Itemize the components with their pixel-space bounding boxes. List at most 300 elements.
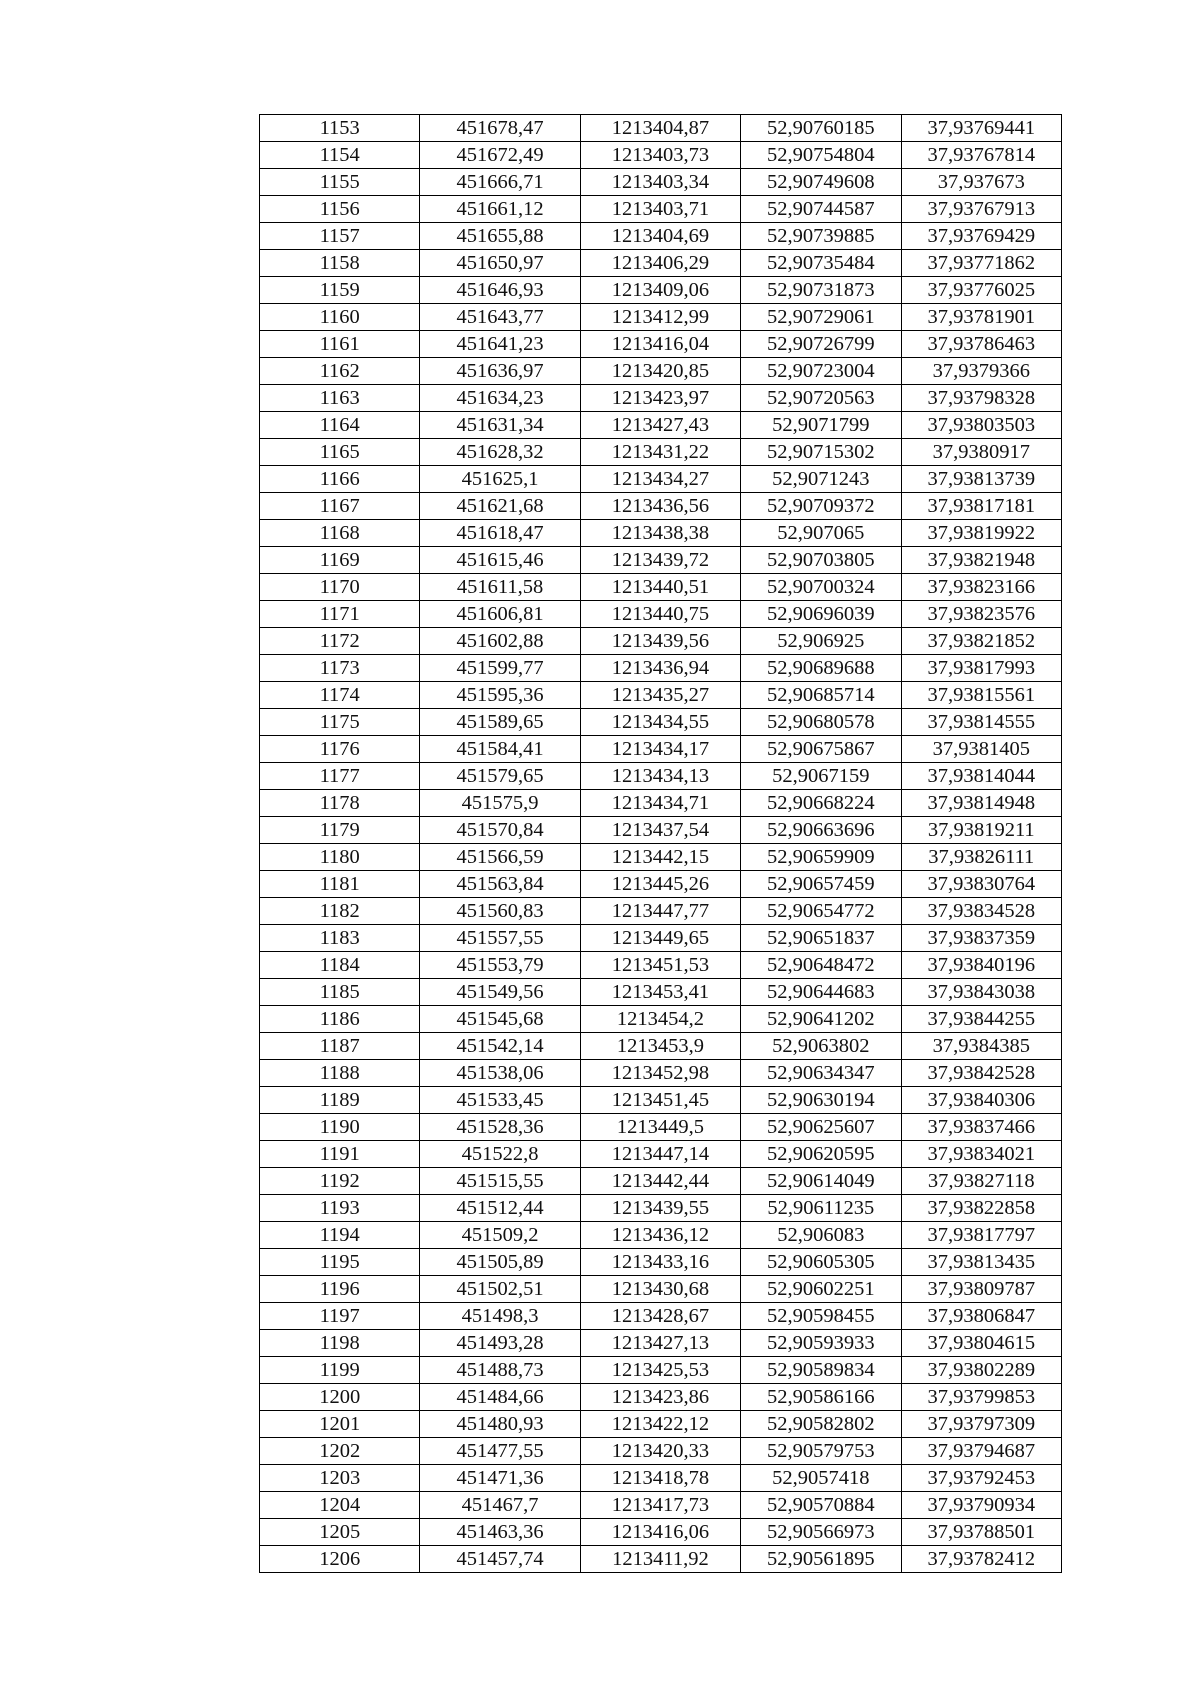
table-row <box>260 466 1062 493</box>
point-number-cell: 1179 <box>260 817 420 844</box>
x-coordinate-cell: 451631,34 <box>420 412 580 439</box>
y-coordinate-cell: 1213431,22 <box>580 439 740 466</box>
y-coordinate-cell: 1213438,38 <box>580 520 740 547</box>
longitude-cell: 37,93782412 <box>901 1546 1061 1573</box>
x-coordinate-cell: 451655,88 <box>420 223 580 250</box>
point-number-cell: 1166 <box>260 466 420 493</box>
latitude-cell: 52,906925 <box>741 628 901 655</box>
y-coordinate-cell: 1213427,43 <box>580 412 740 439</box>
table-row <box>260 871 1062 898</box>
latitude-cell: 52,90715302 <box>741 439 901 466</box>
x-coordinate-cell: 451549,56 <box>420 979 580 1006</box>
point-number-cell: 1168 <box>260 520 420 547</box>
latitude-cell: 52,90720563 <box>741 385 901 412</box>
longitude-cell: 37,93802289 <box>901 1357 1061 1384</box>
y-coordinate-cell: 1213403,71 <box>580 196 740 223</box>
x-coordinate-cell: 451477,55 <box>420 1438 580 1465</box>
latitude-cell: 52,90651837 <box>741 925 901 952</box>
longitude-cell: 37,93815561 <box>901 682 1061 709</box>
latitude-cell: 52,9067159 <box>741 763 901 790</box>
point-number-cell: 1176 <box>260 736 420 763</box>
point-number-cell: 1183 <box>260 925 420 952</box>
x-coordinate-cell: 451457,74 <box>420 1546 580 1573</box>
latitude-cell: 52,90739885 <box>741 223 901 250</box>
point-number-cell: 1193 <box>260 1195 420 1222</box>
y-coordinate-cell: 1213436,94 <box>580 655 740 682</box>
x-coordinate-cell: 451618,47 <box>420 520 580 547</box>
table-row <box>260 1141 1062 1168</box>
point-number-cell: 1172 <box>260 628 420 655</box>
longitude-cell: 37,93823576 <box>901 601 1061 628</box>
y-coordinate-cell: 1213430,68 <box>580 1276 740 1303</box>
y-coordinate-cell: 1213445,26 <box>580 871 740 898</box>
longitude-cell: 37,93813435 <box>901 1249 1061 1276</box>
longitude-cell: 37,93809787 <box>901 1276 1061 1303</box>
x-coordinate-cell: 451634,23 <box>420 385 580 412</box>
y-coordinate-cell: 1213453,41 <box>580 979 740 1006</box>
point-number-cell: 1202 <box>260 1438 420 1465</box>
table-row <box>260 277 1062 304</box>
longitude-cell: 37,93814044 <box>901 763 1061 790</box>
y-coordinate-cell: 1213437,54 <box>580 817 740 844</box>
x-coordinate-cell: 451661,12 <box>420 196 580 223</box>
latitude-cell: 52,90641202 <box>741 1006 901 1033</box>
latitude-cell: 52,90685714 <box>741 682 901 709</box>
x-coordinate-cell: 451522,8 <box>420 1141 580 1168</box>
y-coordinate-cell: 1213439,55 <box>580 1195 740 1222</box>
table-row <box>260 1519 1062 1546</box>
longitude-cell: 37,93830764 <box>901 871 1061 898</box>
table-row <box>260 412 1062 439</box>
latitude-cell: 52,90729061 <box>741 304 901 331</box>
x-coordinate-cell: 451650,97 <box>420 250 580 277</box>
longitude-cell: 37,93834021 <box>901 1141 1061 1168</box>
point-number-cell: 1205 <box>260 1519 420 1546</box>
table-row <box>260 952 1062 979</box>
latitude-cell: 52,90723004 <box>741 358 901 385</box>
latitude-cell: 52,90668224 <box>741 790 901 817</box>
longitude-cell: 37,93813739 <box>901 466 1061 493</box>
point-number-cell: 1160 <box>260 304 420 331</box>
longitude-cell: 37,93837466 <box>901 1114 1061 1141</box>
point-number-cell: 1169 <box>260 547 420 574</box>
table-row <box>260 142 1062 169</box>
x-coordinate-cell: 451606,81 <box>420 601 580 628</box>
point-number-cell: 1189 <box>260 1087 420 1114</box>
latitude-cell: 52,90700324 <box>741 574 901 601</box>
latitude-cell: 52,90749608 <box>741 169 901 196</box>
longitude-cell: 37,93840306 <box>901 1087 1061 1114</box>
table-row <box>260 358 1062 385</box>
latitude-cell: 52,90625607 <box>741 1114 901 1141</box>
table-row <box>260 223 1062 250</box>
longitude-cell: 37,937673 <box>901 169 1061 196</box>
y-coordinate-cell: 1213427,13 <box>580 1330 740 1357</box>
table-row <box>260 520 1062 547</box>
x-coordinate-cell: 451615,46 <box>420 547 580 574</box>
point-number-cell: 1178 <box>260 790 420 817</box>
y-coordinate-cell: 1213435,27 <box>580 682 740 709</box>
latitude-cell: 52,90634347 <box>741 1060 901 1087</box>
longitude-cell: 37,93781901 <box>901 304 1061 331</box>
latitude-cell: 52,90663696 <box>741 817 901 844</box>
x-coordinate-cell: 451579,65 <box>420 763 580 790</box>
table-row <box>260 196 1062 223</box>
x-coordinate-cell: 451509,2 <box>420 1222 580 1249</box>
latitude-cell: 52,90620595 <box>741 1141 901 1168</box>
latitude-cell: 52,90614049 <box>741 1168 901 1195</box>
latitude-cell: 52,9071243 <box>741 466 901 493</box>
latitude-cell: 52,90566973 <box>741 1519 901 1546</box>
longitude-cell: 37,93819211 <box>901 817 1061 844</box>
longitude-cell: 37,93840196 <box>901 952 1061 979</box>
x-coordinate-cell: 451666,71 <box>420 169 580 196</box>
table-row <box>260 1303 1062 1330</box>
y-coordinate-cell: 1213451,53 <box>580 952 740 979</box>
x-coordinate-cell: 451557,55 <box>420 925 580 952</box>
x-coordinate-cell: 451570,84 <box>420 817 580 844</box>
longitude-cell: 37,93817993 <box>901 655 1061 682</box>
point-number-cell: 1175 <box>260 709 420 736</box>
x-coordinate-cell: 451498,3 <box>420 1303 580 1330</box>
latitude-cell: 52,90605305 <box>741 1249 901 1276</box>
point-number-cell: 1180 <box>260 844 420 871</box>
x-coordinate-cell: 451505,89 <box>420 1249 580 1276</box>
latitude-cell: 52,90709372 <box>741 493 901 520</box>
y-coordinate-cell: 1213420,85 <box>580 358 740 385</box>
table-row <box>260 1033 1062 1060</box>
x-coordinate-cell: 451643,77 <box>420 304 580 331</box>
latitude-cell: 52,90644683 <box>741 979 901 1006</box>
y-coordinate-cell: 1213440,51 <box>580 574 740 601</box>
point-number-cell: 1182 <box>260 898 420 925</box>
x-coordinate-cell: 451628,32 <box>420 439 580 466</box>
latitude-cell: 52,90586166 <box>741 1384 901 1411</box>
point-number-cell: 1198 <box>260 1330 420 1357</box>
y-coordinate-cell: 1213453,9 <box>580 1033 740 1060</box>
table-row <box>260 1465 1062 1492</box>
x-coordinate-cell: 451595,36 <box>420 682 580 709</box>
x-coordinate-cell: 451538,06 <box>420 1060 580 1087</box>
y-coordinate-cell: 1213418,78 <box>580 1465 740 1492</box>
x-coordinate-cell: 451563,84 <box>420 871 580 898</box>
longitude-cell: 37,9381405 <box>901 736 1061 763</box>
longitude-cell: 37,9379366 <box>901 358 1061 385</box>
y-coordinate-cell: 1213422,12 <box>580 1411 740 1438</box>
latitude-cell: 52,90680578 <box>741 709 901 736</box>
latitude-cell: 52,90659909 <box>741 844 901 871</box>
y-coordinate-cell: 1213434,55 <box>580 709 740 736</box>
table-row <box>260 1249 1062 1276</box>
point-number-cell: 1174 <box>260 682 420 709</box>
latitude-cell: 52,90570884 <box>741 1492 901 1519</box>
table-row <box>260 304 1062 331</box>
x-coordinate-cell: 451672,49 <box>420 142 580 169</box>
longitude-cell: 37,93819922 <box>901 520 1061 547</box>
point-number-cell: 1199 <box>260 1357 420 1384</box>
x-coordinate-cell: 451512,44 <box>420 1195 580 1222</box>
longitude-cell: 37,93814948 <box>901 790 1061 817</box>
x-coordinate-cell: 451566,59 <box>420 844 580 871</box>
longitude-cell: 37,93769429 <box>901 223 1061 250</box>
y-coordinate-cell: 1213439,56 <box>580 628 740 655</box>
x-coordinate-cell: 451646,93 <box>420 277 580 304</box>
table-row <box>260 1195 1062 1222</box>
y-coordinate-cell: 1213442,44 <box>580 1168 740 1195</box>
table-row <box>260 385 1062 412</box>
latitude-cell: 52,90675867 <box>741 736 901 763</box>
point-number-cell: 1170 <box>260 574 420 601</box>
y-coordinate-cell: 1213454,2 <box>580 1006 740 1033</box>
y-coordinate-cell: 1213434,71 <box>580 790 740 817</box>
y-coordinate-cell: 1213420,33 <box>580 1438 740 1465</box>
y-coordinate-cell: 1213411,92 <box>580 1546 740 1573</box>
y-coordinate-cell: 1213423,86 <box>580 1384 740 1411</box>
longitude-cell: 37,93804615 <box>901 1330 1061 1357</box>
longitude-cell: 37,93817797 <box>901 1222 1061 1249</box>
point-number-cell: 1161 <box>260 331 420 358</box>
x-coordinate-cell: 451621,68 <box>420 493 580 520</box>
table-row <box>260 817 1062 844</box>
point-number-cell: 1200 <box>260 1384 420 1411</box>
y-coordinate-cell: 1213436,12 <box>580 1222 740 1249</box>
point-number-cell: 1177 <box>260 763 420 790</box>
latitude-cell: 52,90648472 <box>741 952 901 979</box>
x-coordinate-cell: 451463,36 <box>420 1519 580 1546</box>
longitude-cell: 37,93844255 <box>901 1006 1061 1033</box>
y-coordinate-cell: 1213412,99 <box>580 304 740 331</box>
longitude-cell: 37,93798328 <box>901 385 1061 412</box>
table-row <box>260 1087 1062 1114</box>
latitude-cell: 52,90760185 <box>741 115 901 142</box>
longitude-cell: 37,93803503 <box>901 412 1061 439</box>
y-coordinate-cell: 1213447,14 <box>580 1141 740 1168</box>
coordinates-table-body <box>260 115 1062 1573</box>
point-number-cell: 1164 <box>260 412 420 439</box>
point-number-cell: 1194 <box>260 1222 420 1249</box>
table-row <box>260 1492 1062 1519</box>
longitude-cell: 37,93769441 <box>901 115 1061 142</box>
latitude-cell: 52,90703805 <box>741 547 901 574</box>
point-number-cell: 1163 <box>260 385 420 412</box>
table-row <box>260 493 1062 520</box>
latitude-cell: 52,90579753 <box>741 1438 901 1465</box>
point-number-cell: 1153 <box>260 115 420 142</box>
longitude-cell: 37,93817181 <box>901 493 1061 520</box>
y-coordinate-cell: 1213403,34 <box>580 169 740 196</box>
latitude-cell: 52,90754804 <box>741 142 901 169</box>
y-coordinate-cell: 1213404,69 <box>580 223 740 250</box>
longitude-cell: 37,93823166 <box>901 574 1061 601</box>
x-coordinate-cell: 451602,88 <box>420 628 580 655</box>
y-coordinate-cell: 1213434,17 <box>580 736 740 763</box>
point-number-cell: 1184 <box>260 952 420 979</box>
x-coordinate-cell: 451533,45 <box>420 1087 580 1114</box>
y-coordinate-cell: 1213404,87 <box>580 115 740 142</box>
table-row <box>260 1114 1062 1141</box>
longitude-cell: 37,93806847 <box>901 1303 1061 1330</box>
y-coordinate-cell: 1213451,45 <box>580 1087 740 1114</box>
point-number-cell: 1156 <box>260 196 420 223</box>
table-row <box>260 1168 1062 1195</box>
longitude-cell: 37,93799853 <box>901 1384 1061 1411</box>
x-coordinate-cell: 451678,47 <box>420 115 580 142</box>
table-row <box>260 1546 1062 1573</box>
y-coordinate-cell: 1213436,56 <box>580 493 740 520</box>
point-number-cell: 1191 <box>260 1141 420 1168</box>
y-coordinate-cell: 1213433,16 <box>580 1249 740 1276</box>
y-coordinate-cell: 1213406,29 <box>580 250 740 277</box>
latitude-cell: 52,90630194 <box>741 1087 901 1114</box>
table-row <box>260 1330 1062 1357</box>
point-number-cell: 1159 <box>260 277 420 304</box>
x-coordinate-cell: 451542,14 <box>420 1033 580 1060</box>
point-number-cell: 1192 <box>260 1168 420 1195</box>
latitude-cell: 52,90589834 <box>741 1357 901 1384</box>
longitude-cell: 37,93843038 <box>901 979 1061 1006</box>
latitude-cell: 52,90593933 <box>741 1330 901 1357</box>
x-coordinate-cell: 451488,73 <box>420 1357 580 1384</box>
table-row <box>260 547 1062 574</box>
y-coordinate-cell: 1213409,06 <box>580 277 740 304</box>
table-row <box>260 601 1062 628</box>
latitude-cell: 52,9063802 <box>741 1033 901 1060</box>
point-number-cell: 1195 <box>260 1249 420 1276</box>
point-number-cell: 1165 <box>260 439 420 466</box>
point-number-cell: 1181 <box>260 871 420 898</box>
point-number-cell: 1204 <box>260 1492 420 1519</box>
x-coordinate-cell: 451589,65 <box>420 709 580 736</box>
longitude-cell: 37,93794687 <box>901 1438 1061 1465</box>
point-number-cell: 1157 <box>260 223 420 250</box>
y-coordinate-cell: 1213428,67 <box>580 1303 740 1330</box>
latitude-cell: 52,90689688 <box>741 655 901 682</box>
table-row <box>260 979 1062 1006</box>
x-coordinate-cell: 451545,68 <box>420 1006 580 1033</box>
table-row <box>260 655 1062 682</box>
x-coordinate-cell: 451467,7 <box>420 1492 580 1519</box>
x-coordinate-cell: 451584,41 <box>420 736 580 763</box>
y-coordinate-cell: 1213417,73 <box>580 1492 740 1519</box>
point-number-cell: 1206 <box>260 1546 420 1573</box>
longitude-cell: 37,9384385 <box>901 1033 1061 1060</box>
longitude-cell: 37,93837359 <box>901 925 1061 952</box>
point-number-cell: 1158 <box>260 250 420 277</box>
longitude-cell: 37,93797309 <box>901 1411 1061 1438</box>
point-number-cell: 1162 <box>260 358 420 385</box>
table-row <box>260 1276 1062 1303</box>
y-coordinate-cell: 1213452,98 <box>580 1060 740 1087</box>
table-row <box>260 1222 1062 1249</box>
table-row <box>260 763 1062 790</box>
latitude-cell: 52,90611235 <box>741 1195 901 1222</box>
latitude-cell: 52,90598455 <box>741 1303 901 1330</box>
x-coordinate-cell: 451471,36 <box>420 1465 580 1492</box>
longitude-cell: 37,93786463 <box>901 331 1061 358</box>
table-row <box>260 439 1062 466</box>
table-row <box>260 1060 1062 1087</box>
x-coordinate-cell: 451502,51 <box>420 1276 580 1303</box>
point-number-cell: 1190 <box>260 1114 420 1141</box>
point-number-cell: 1187 <box>260 1033 420 1060</box>
latitude-cell: 52,9071799 <box>741 412 901 439</box>
table-row <box>260 898 1062 925</box>
y-coordinate-cell: 1213416,04 <box>580 331 740 358</box>
y-coordinate-cell: 1213403,73 <box>580 142 740 169</box>
latitude-cell: 52,90561895 <box>741 1546 901 1573</box>
y-coordinate-cell: 1213449,65 <box>580 925 740 952</box>
x-coordinate-cell: 451625,1 <box>420 466 580 493</box>
point-number-cell: 1197 <box>260 1303 420 1330</box>
latitude-cell: 52,90735484 <box>741 250 901 277</box>
latitude-cell: 52,906083 <box>741 1222 901 1249</box>
table-row <box>260 169 1062 196</box>
point-number-cell: 1167 <box>260 493 420 520</box>
table-row <box>260 682 1062 709</box>
x-coordinate-cell: 451553,79 <box>420 952 580 979</box>
point-number-cell: 1173 <box>260 655 420 682</box>
point-number-cell: 1186 <box>260 1006 420 1033</box>
y-coordinate-cell: 1213442,15 <box>580 844 740 871</box>
table-row <box>260 1438 1062 1465</box>
table-row <box>260 574 1062 601</box>
table-row <box>260 628 1062 655</box>
longitude-cell: 37,93827118 <box>901 1168 1061 1195</box>
y-coordinate-cell: 1213439,72 <box>580 547 740 574</box>
table-row <box>260 709 1062 736</box>
point-number-cell: 1155 <box>260 169 420 196</box>
x-coordinate-cell: 451611,58 <box>420 574 580 601</box>
longitude-cell: 37,93826111 <box>901 844 1061 871</box>
longitude-cell: 37,93821948 <box>901 547 1061 574</box>
x-coordinate-cell: 451493,28 <box>420 1330 580 1357</box>
longitude-cell: 37,93790934 <box>901 1492 1061 1519</box>
longitude-cell: 37,93771862 <box>901 250 1061 277</box>
table-row <box>260 331 1062 358</box>
latitude-cell: 52,90696039 <box>741 601 901 628</box>
x-coordinate-cell: 451636,97 <box>420 358 580 385</box>
x-coordinate-cell: 451575,9 <box>420 790 580 817</box>
latitude-cell: 52,90744587 <box>741 196 901 223</box>
coordinates-table <box>259 114 1062 1573</box>
longitude-cell: 37,93788501 <box>901 1519 1061 1546</box>
x-coordinate-cell: 451560,83 <box>420 898 580 925</box>
longitude-cell: 37,93767913 <box>901 196 1061 223</box>
x-coordinate-cell: 451484,66 <box>420 1384 580 1411</box>
table-row <box>260 1006 1062 1033</box>
y-coordinate-cell: 1213440,75 <box>580 601 740 628</box>
table-row <box>260 1411 1062 1438</box>
y-coordinate-cell: 1213423,97 <box>580 385 740 412</box>
point-number-cell: 1171 <box>260 601 420 628</box>
point-number-cell: 1201 <box>260 1411 420 1438</box>
latitude-cell: 52,90657459 <box>741 871 901 898</box>
longitude-cell: 37,93814555 <box>901 709 1061 736</box>
latitude-cell: 52,907065 <box>741 520 901 547</box>
x-coordinate-cell: 451528,36 <box>420 1114 580 1141</box>
longitude-cell: 37,93792453 <box>901 1465 1061 1492</box>
longitude-cell: 37,93842528 <box>901 1060 1061 1087</box>
table-row <box>260 250 1062 277</box>
longitude-cell: 37,93767814 <box>901 142 1061 169</box>
longitude-cell: 37,9380917 <box>901 439 1061 466</box>
longitude-cell: 37,93822858 <box>901 1195 1061 1222</box>
table-row <box>260 736 1062 763</box>
y-coordinate-cell: 1213434,27 <box>580 466 740 493</box>
x-coordinate-cell: 451515,55 <box>420 1168 580 1195</box>
latitude-cell: 52,90726799 <box>741 331 901 358</box>
x-coordinate-cell: 451480,93 <box>420 1411 580 1438</box>
